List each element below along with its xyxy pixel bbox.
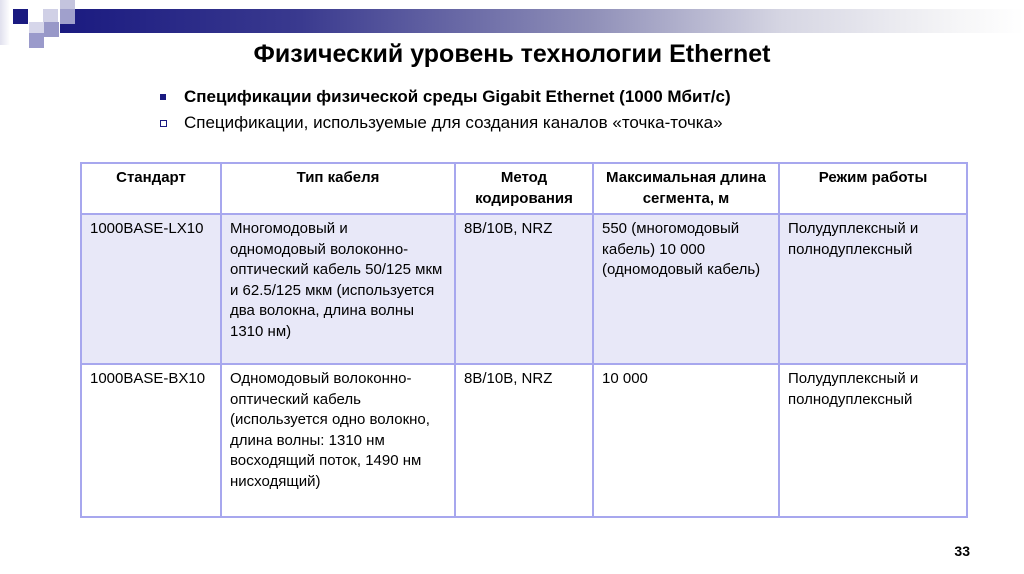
bullet-item-level1 <box>160 84 731 110</box>
specs-table <box>80 162 968 518</box>
cell-cable: Одномодовый волоконно-оптический кабель (используется одно волокно, длина волны: 1310 нм восходящий поток, 1490 нм нисходящий) <box>221 364 455 517</box>
cell-mode: Полудуплексный и полнодуплексный <box>779 214 967 364</box>
bullet-list <box>160 84 731 136</box>
cell-standard: 1000BASE-LX10 <box>81 214 221 364</box>
table-row <box>81 214 967 364</box>
deco-square <box>13 9 28 24</box>
table-header-row <box>81 163 967 214</box>
header-gradient-bar <box>60 9 1024 33</box>
deco-square <box>0 0 10 45</box>
page-number: 33 <box>954 543 970 559</box>
header-standard: Стандарт <box>81 163 221 214</box>
cell-max-length: 550 (многомодовый кабель) 10 000 (одномодовый кабель) <box>593 214 779 364</box>
filled-square-bullet-icon <box>160 94 184 100</box>
cell-encoding: 8B/10B, NRZ <box>455 214 593 364</box>
cell-standard: 1000BASE-BX10 <box>81 364 221 517</box>
deco-square <box>60 9 75 24</box>
bullet-text: Спецификации физической среды Gigabit Ethernet (1000 Мбит/с) <box>184 87 731 106</box>
slide-title: Физический уровень технологии Ethernet <box>253 40 771 68</box>
header-encoding: Метод кодирования <box>455 163 593 214</box>
table-row <box>81 364 967 517</box>
bullet-item-level2 <box>160 110 731 136</box>
hollow-square-bullet-icon <box>160 120 184 127</box>
cell-max-length: 10 000 <box>593 364 779 517</box>
deco-square <box>44 22 59 37</box>
header-mode: Режим работы <box>779 163 967 214</box>
bullet-text: Спецификации, используемые для создания каналов «точка-точка» <box>184 113 723 132</box>
cell-mode: Полудуплексный и полнодуплексный <box>779 364 967 517</box>
header-cable-type: Тип кабеля <box>221 163 455 214</box>
cell-cable: Многомодовый и одномодовый волоконно-оптический кабель 50/125 мкм и 62.5/125 мкм (используется два волокна, длина волны 1310 нм) <box>221 214 455 364</box>
header-max-length: Максимальная длина сегмента, м <box>593 163 779 214</box>
cell-encoding: 8B/10B, NRZ <box>455 364 593 517</box>
